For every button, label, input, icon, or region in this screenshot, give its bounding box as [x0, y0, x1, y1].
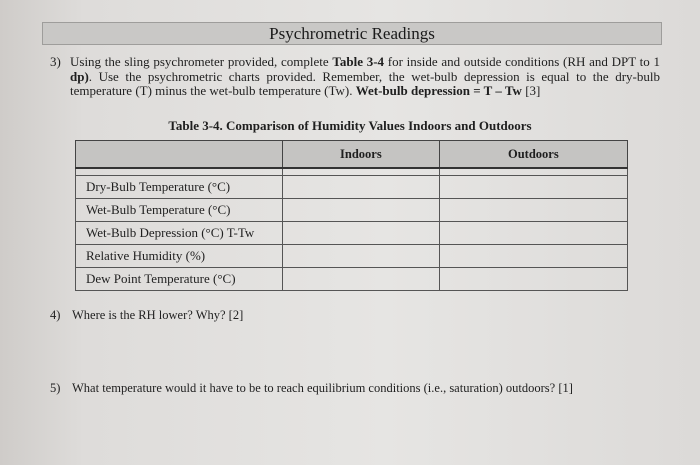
table-row — [76, 222, 628, 245]
indoors-cell[interactable] — [283, 245, 440, 268]
outdoors-cell[interactable] — [439, 176, 627, 199]
q3-formula: Wet-bulb depression = T – Tw — [355, 83, 522, 98]
indoors-cell[interactable] — [283, 222, 440, 245]
outdoors-cell[interactable] — [439, 268, 627, 291]
row-label: Wet-Bulb Temperature (°C) — [76, 199, 283, 222]
question-5-text: What temperature would it have to be to reach equilibrium conditions (i.e., saturation) outdoors? [1] — [72, 381, 573, 395]
question-4 — [50, 308, 243, 323]
indoors-cell[interactable] — [283, 268, 440, 291]
table-row — [76, 176, 628, 199]
outdoors-cell[interactable] — [439, 222, 627, 245]
question-5 — [50, 381, 573, 396]
header-outdoors: Outdoors — [439, 141, 627, 169]
outdoors-cell[interactable] — [439, 245, 627, 268]
question-5-number: 5) — [50, 381, 61, 395]
question-3-text — [70, 55, 660, 99]
q3-text-a: Using the sling psychrometer provided, complete — [70, 54, 333, 69]
humidity-table — [75, 140, 628, 291]
q3-table-ref: Table 3-4 — [332, 54, 385, 69]
table-row — [76, 268, 628, 291]
q3-text-c: for inside and outside conditions (RH and DPT to 1 — [384, 54, 660, 69]
question-4-number: 4) — [50, 308, 61, 322]
question-4-text: Where is the RH lower? Why? [2] — [72, 308, 244, 322]
page-title: Psychrometric Readings — [42, 22, 662, 45]
q3-text-e: . Use the psychrometric charts provided. Remember, the wet-bulb depression is equal to the dry-bulb temperature (T) minus the wet-bulb temperature (Tw). — [70, 68, 660, 98]
table-spacer-row — [76, 168, 628, 176]
row-label: Relative Humidity (%) — [76, 245, 283, 268]
table-row — [76, 245, 628, 268]
row-label: Dew Point Temperature (°C) — [76, 268, 283, 291]
outdoors-cell[interactable] — [439, 199, 627, 222]
header-indoors: Indoors — [283, 141, 440, 169]
indoors-cell[interactable] — [283, 176, 440, 199]
table-header-row — [76, 141, 628, 169]
question-3-number: 3) — [50, 54, 61, 69]
table-row — [76, 199, 628, 222]
row-label: Dry-Bulb Temperature (°C) — [76, 176, 283, 199]
header-blank — [76, 141, 283, 169]
table-caption: Table 3-4. Comparison of Humidity Values Indoors and Outdoors — [168, 118, 532, 133]
indoors-cell[interactable] — [283, 199, 440, 222]
q3-dp: dp) — [70, 68, 89, 84]
row-label: Wet-Bulb Depression (°C) T-Tw — [76, 222, 283, 245]
q3-marks: [3] — [521, 83, 541, 98]
